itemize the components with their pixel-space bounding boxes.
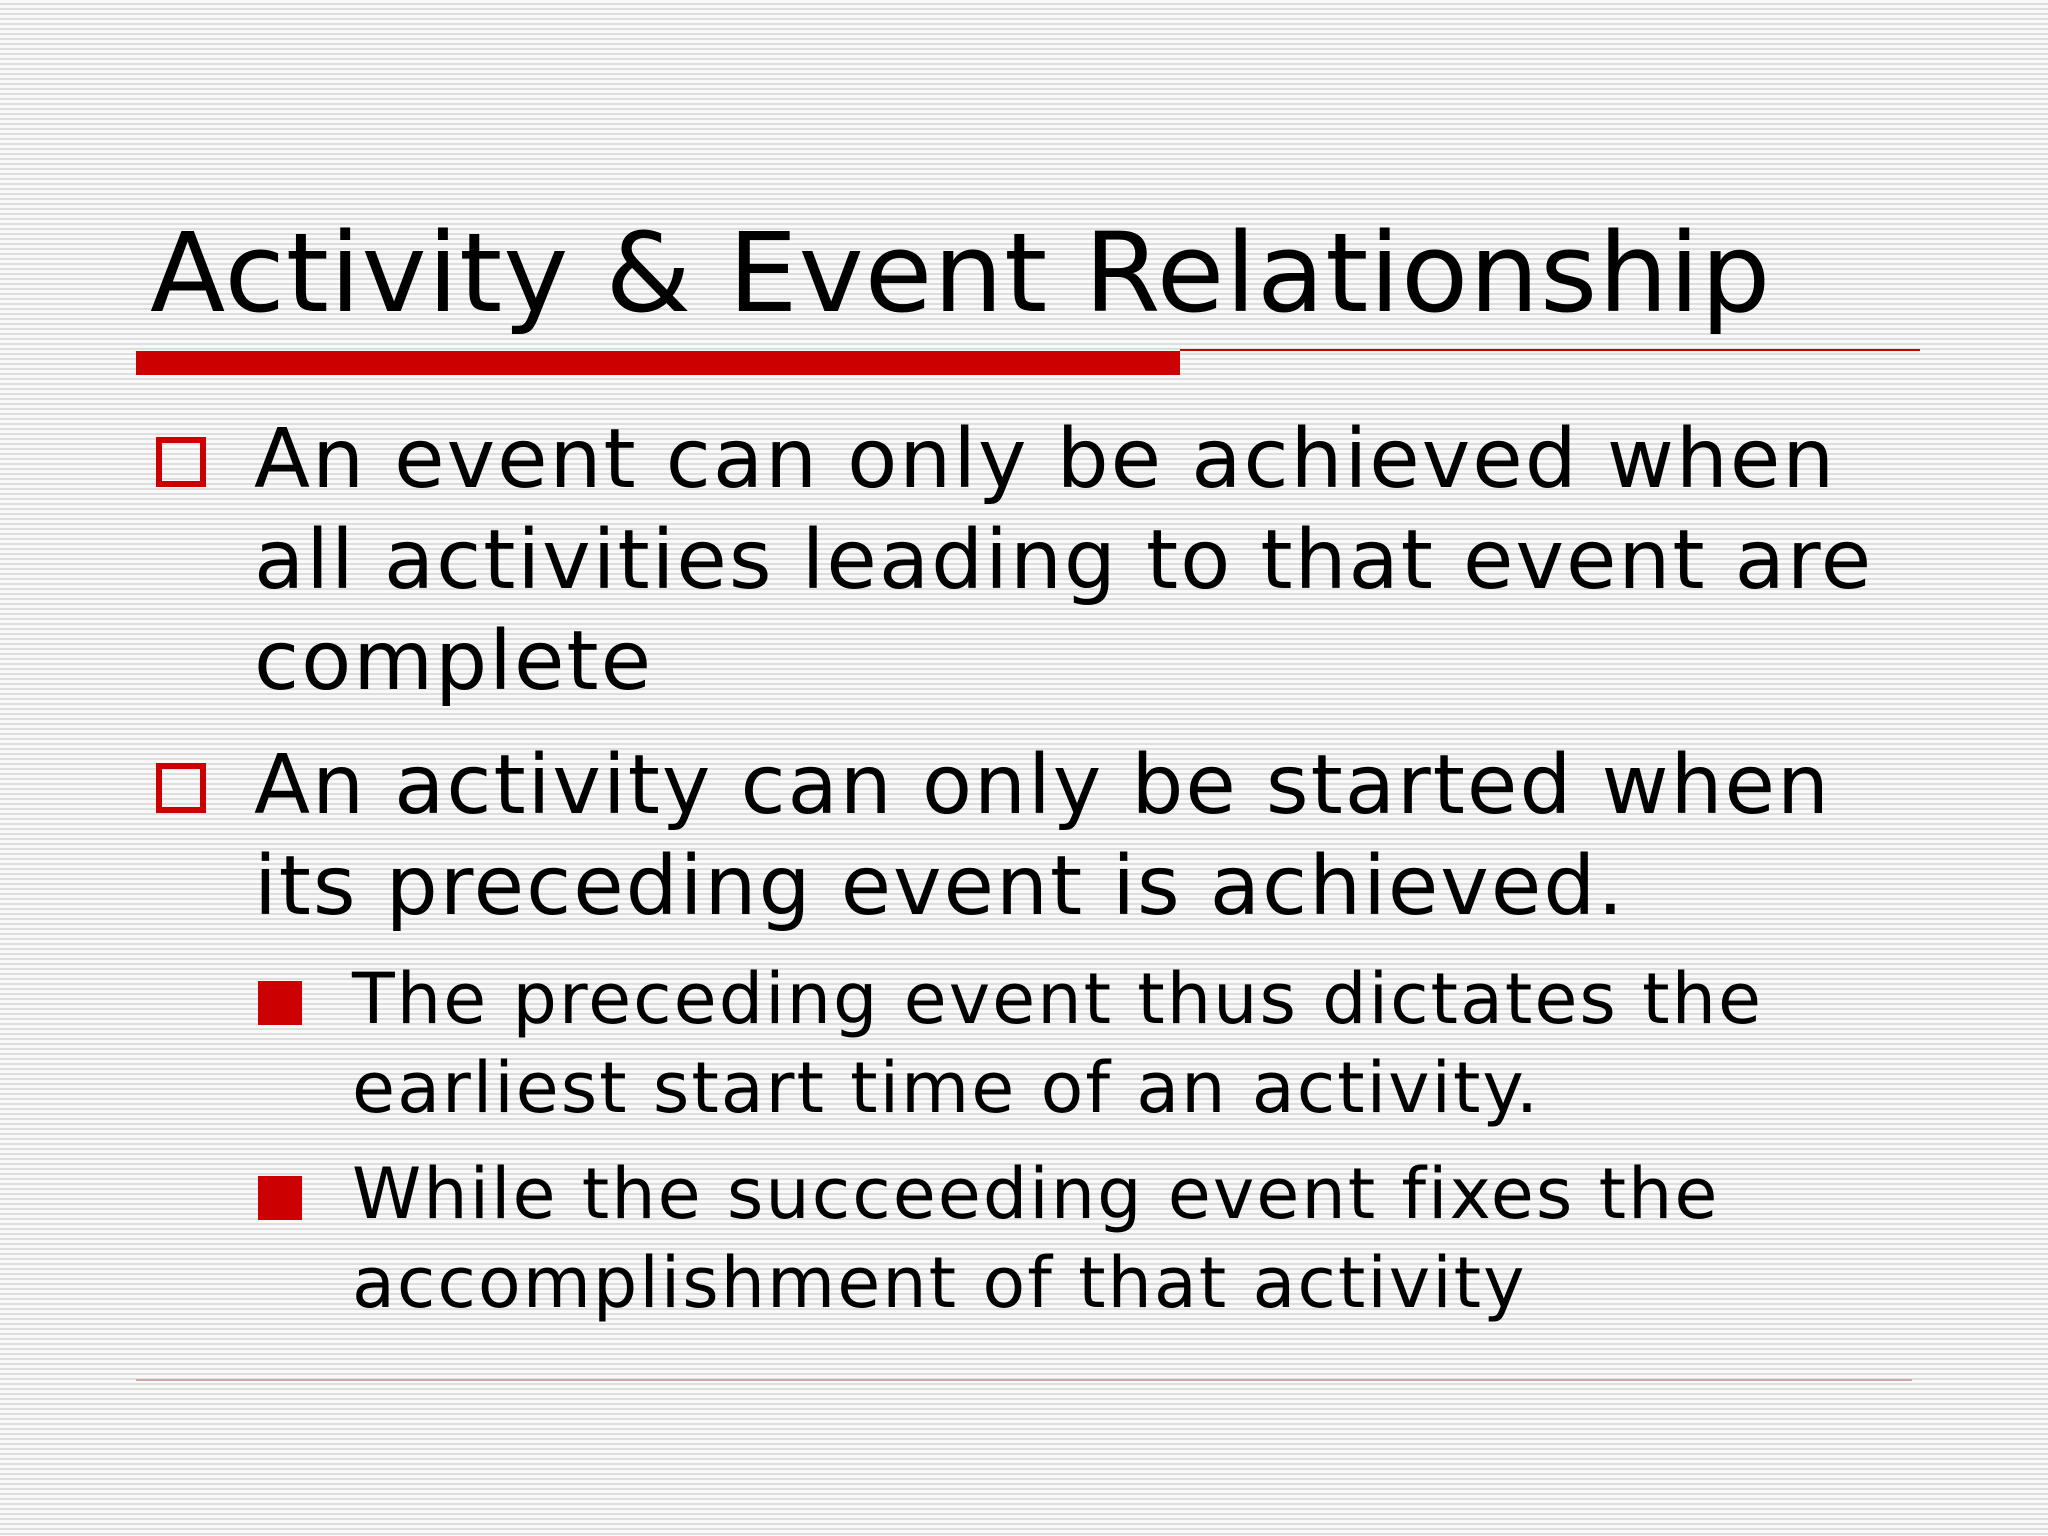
- sub-bullet-line: accomplishment of that activity: [352, 1242, 1527, 1324]
- title-underline-accent: [136, 351, 1180, 375]
- hollow-square-icon: [156, 763, 206, 813]
- sub-bullet-line: While the succeeding event fixes the: [352, 1153, 1720, 1235]
- bullet-text: [254, 409, 1974, 712]
- bullet-line: An event can only be achieved when: [254, 412, 1837, 507]
- hollow-square-icon: [156, 437, 206, 487]
- sub-bullet-line: earliest start time of an activity.: [352, 1047, 1541, 1129]
- filled-square-icon: [258, 1176, 302, 1220]
- title-underline-rule: [1180, 349, 1920, 351]
- slide-title: Activity & Event Relationship: [150, 209, 1772, 337]
- bullet-line: all activities leading to that event are: [254, 513, 1874, 608]
- footer-divider: [136, 1379, 1912, 1381]
- bullet-text: [254, 735, 1974, 937]
- sub-bullet-text: [352, 1150, 1952, 1328]
- filled-square-icon: [258, 981, 302, 1025]
- sub-bullet-line: The preceding event thus dictates the: [352, 958, 1764, 1040]
- sub-bullet-text: [352, 955, 1952, 1133]
- bullet-line: An activity can only be started when: [254, 738, 1831, 833]
- bullet-line: its preceding event is achieved.: [254, 839, 1626, 934]
- bullet-line: complete: [254, 614, 654, 709]
